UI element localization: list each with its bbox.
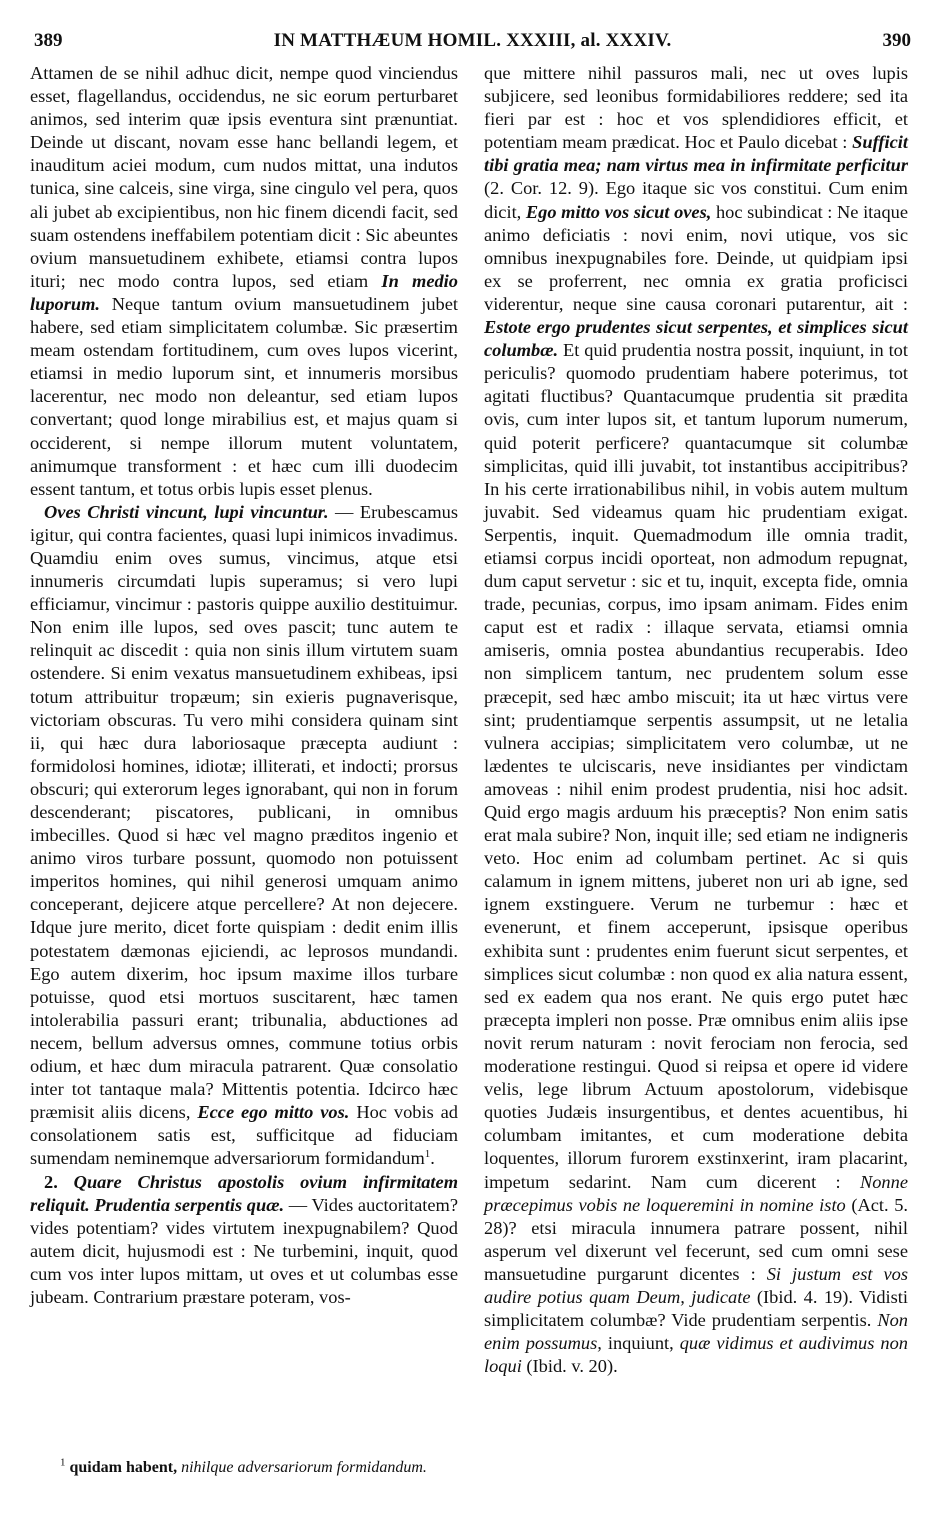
- scripture-reference: (Ibid. v. 20).: [526, 1356, 618, 1377]
- section-heading: Oves Christi vincunt, lupi vincuntur.: [44, 501, 329, 522]
- paragraph-text: Vidisti simplicitatem columbæ? Vide prudentiam serpentis.: [484, 1286, 909, 1331]
- footnote-marker: 1: [424, 1148, 431, 1161]
- page-number-left: 389: [34, 30, 63, 51]
- section-number: 2.: [44, 1171, 58, 1192]
- paragraph-text: Ego itaque sic vos constitui. Cum enim dicit,: [484, 178, 908, 222]
- scripture-reference: (2. Cor. 12. 9).: [484, 178, 599, 199]
- paragraph-text: Hoc vobis ad consolationem satis est, sufficitque ad fiduciam sumendam neminemque adversariorum formidandum: [30, 1102, 458, 1169]
- left-column: [30, 62, 458, 1309]
- paragraph-text: Attamen de se nihil adhuc dicit, nempe quod vinciendus esset, flagellandus, occidendus, ne sic eorum perturbaret animos, sed interim quæ ipsis eventura sint prænuntiat. Deinde ut discant, novam esse hanc bellandi legem, et inauditum aciei modum, cum nudos mittat, una indutos tunica, sine calceis, sine virga, sine cingulo vel pera, quos ali jubet ab excipientibus, non hic finem dicendi facit, sed suam ostendens ineffabilem potentiam dicit : Sic abeuntes ovium mansuetudinem exhibete, etiamsi contra lupos ituri; nec modo contra lupos, sed etiam: [30, 63, 458, 291]
- footnote-text: nihilque adversariorum formidandum.: [181, 1459, 427, 1476]
- section-heading: Quare Christus apostolis ovium infirmitatem reliquit. Prudentia serpentis quæ.: [30, 1171, 458, 1215]
- paragraph-text: inquiunt,: [607, 1333, 674, 1354]
- paragraph-text: — Vides auctoritatem? vides potentiam? vides virtutem inexpugnabilem? Quod autem dicit, hujusmodi est : Ne turbemini, inquit, quod cum vos inter lupos mittam, ut oves et ut columbas esse jubeam. Contrarium præstare poteram, vos-: [30, 1194, 458, 1307]
- paragraph: [30, 1171, 458, 1310]
- scripture-quote: In medio luporum.: [30, 270, 458, 314]
- scripture-reference: (Ibid. 4. 19).: [756, 1286, 853, 1307]
- scripture-quote: Ecce ego mitto vos.: [197, 1102, 350, 1123]
- paragraph: Oves Christi vincunt, lupi vincuntur. — Erubescamus igitur, qui contra facientes, quasi lupi inimicos invadimus. Quamdiu enim oves sumus, vincimus, atque etsi innumeris circumdati lupis superamus; si vero lupi efficiamur, vincimur : pastoris quippe auxilio destituimur. Non enim ille lupos, sed oves pascit; tunc autem te relinquit ac discedit : quia non sinis illum virtutem suam ostendere. Si enim vexatus mansuetudinem exhibeas, ipsi totum attribuitur tropæum; sin exieris pugnaverisque, victoriam obscuras. Tu vero mihi considera quinam sint ii, qui hæc dura laboriosaque præcepta audiunt : formidolosi homines, idiotæ; illiterati, et indocti; prorsus obscuri; qui exterorum leges ignorabant, qui non in forum descenderant; piscatores, publicani, in omnibus imbecilles. Quod si hæc vel magno præditos ingenio et animo viros turbare possunt, quomodo non potuissent imperitos homines, qui nihil generosi umquam animo conceperant, dejicere atque percellere? At non dejecere. Idque jure merito, dicet forte quispiam : dedit enim illis potestatem dæmonas ejiciendi, ac leprosos mundandi. Ego autem dixerim, hoc ipsum maxime illos turbare potuisse, quod etsi mortuos suscitarent, hæc tamen intolerabilia passuri erant; tribunalia, abductiones ad necem, bellum adversus omnes, commune totius orbis odium, et hæc dum miracula patrarent. Quæ consolatio inter tot tantaque mala? Mittentis potentia. Idcirco hæc præmisit aliis dicens, Ecce ego mitto vos. Hoc vobis ad consolationem satis est, sufficitque ad fiduciam sumendam neminemque adversariorum formidandum$^1$.: [30, 501, 458, 1169]
- scripture-quote: Non enim possumus,: [484, 1310, 908, 1354]
- paragraph-text: hoc subindicat : Ne itaque animo deficiatis : novi enim, novi utique, vos sic omnibus inexpugnabiles fore. Deinde, ut quidpiam ipsi ex se proferrent, nec omnia ex gratia proficisci viderentur, neque sine causa coronari putarentur, ait :: [484, 201, 908, 314]
- scripture-reference: (Act. 5. 28)?: [484, 1194, 908, 1238]
- paragraph-text: que mittere nihil passuros mali, nec ut oves lupis subjicere, sed leonibus formidabiliores reddere; sed ita fieri par est : hoc et vos splendidiores efficit, et potentiam meam prædicat. Hoc et Paulo dicebat :: [484, 63, 908, 153]
- scripture-quote: Sufficit tibi gratia mea; nam virtus mea in infirmitate perficitur: [484, 132, 908, 176]
- page-number-right: 390: [882, 30, 911, 51]
- paragraph: [30, 62, 458, 501]
- paragraph-text: — Erubescamus igitur, qui contra facientes, quasi lupi inimicos invadimus. Quamdiu enim oves sumus, vincimus, atque etsi innumeris circumdati lupis superamus; si vero lupi efficiamur, vincimur : pastoris quippe auxilio destituimur. Non enim ille lupos, sed oves pascit; tunc autem te relinquit ac discedit : quia non sinis illum virtutem suam ostendere. Si enim vexatus mansuetudinem exhibeas, ipsi totum attribuitur tropæum; sin exieris pugnaverisque, victoriam obscuras. Tu vero mihi considera quinam sint ii, qui hæc dura laboriosaque præcepta audiunt : formidolosi homines, idiotæ; illiterati, et indocti; prorsus obscuri; qui exterorum leges ignorabant, qui non in forum descenderant; piscatores, publicani, in omnibus imbecilles. Quod si hæc vel magno præditos ingenio et animo viros turbare possunt, quomodo non potuissent imperitos homines, qui nihil generosi umquam animo conceperant, dejicere atque percellere? At non dejecere. Idque jure merito, dicet forte quispiam : dedit enim illis potestatem dæmonas ejiciendi, ac leprosos mundandi. Ego autem dixerim, hoc ipsum maxime illos turbare potuisse, quod etsi mortuos suscitarent, hæc tamen intolerabilia passuri erant; tribunalia, abductiones ad necem, bellum adversus omnes, commune totius orbis odium, et hæc dum miracula patrarent. Quæ consolatio inter tot tantaque mala? Mittentis potentia. Idcirco hæc præmisit aliis dicens,: [30, 501, 458, 1123]
- footnote-marker: 1: [60, 1456, 66, 1469]
- paragraph-text: Neque tantum ovium mansuetudinem jubet habere, sed etiam simplicitatem columbæ. Sic præsertim meam ostendam fortitudinem, cum oves lupos vicerint, etiamsi in medio luporum sint, et innumeris morsibus lacerentur, nec modo non deleantur, sed etiam lupos convertant; quod longe mirabilius est, et majus quam si occiderent, si nempe illorum mutent voluntatem, animumque transforment : et hæc cum illi duodecim essent tantum, et totus orbis lupis esset plenus.: [30, 293, 459, 499]
- paragraph-text: Et quid prudentia nostra possit, inquiunt, in tot periculis? quomodo prudentiam habere poterimus, tot agitati fluctibus? Quantacumque prudentia sit prædita ovis, cum inter lupos sit, et tantum luporum numerum, quid poterit perficere? quantacumque sit columbæ simplicitas, quid illi juvabit, tot instantibus accipitribus? In his certe irrationabilibus nihil, in vobis autem multum juvabit. Sed videamus quam hic prudentiam exigat. Serpentis, inquit. Quemadmodum ille omnia tradit, etiamsi corpus incidi oporteat, non admodum repugnat, dum caput servetur : sic et tu, inquit, excepta fide, omnia trade, pecunias, corpus, imo ipsam animam. Fides enim caput est et radix : illaque servata, etiamsi omnia amiseris, omnia postea abundantius recuperabis. Ideo non simplicem tantum, nec prudentem solum esse præcepit, sed hæc ambo miscuit; ita ut hæc virtus vere sint; prudentiamque serpentis assumpsit, ut ne letalia vulnera accipias; simplicitatem vero columbæ, ut ne lædentes te ulciscaris, neve insidiantes per vindictam amoveas : nihil enim prodest prudentia, nisi hoc adsit. Quid ergo magis arduum his præceptis? Non enim satis erat mala subire? Non, inquit ille; sed etiam ne indigneris veto. Hoc enim ad columbam pertinet. Ac si quis calamum in ignem mittens, juberet non uri ab igne, sed ignem exstinguere. Verum ne turbemur : hæc et evenerunt, et finem acceperunt, ipsisque operibus exhibita sunt : prudentes enim fuerunt sicut serpentes, et simplices sicut columbæ : non quod ex alia natura essent, sed ex eadem qua nos erant. Ne quis ergo putet hæc præcepta impleri non posse. Præ omnibus enim aliis ipse novit rerum naturam : novit ferociam non ferocia, sed moderatione restingui. Quod si reipsa et opere id videre velis, lege librum Actuum apostolorum, videbisque quoties Judæis insurgentibus, et dentes acuentibus, hi columbam imitantes, et cum moderatione debita loquentes, illorum furorem exstinxerint, iram placarint, impetum sedarint. Nam cum dicerent :: [484, 340, 908, 1192]
- right-column: [484, 62, 908, 1378]
- scripture-quote: Ego mitto vos sicut oves,: [525, 201, 712, 222]
- paragraph-text: etsi miracula innumera patrare possent, nihil asperum vel dixerunt vel fecerunt, sed cum omni sese mansuetudine purgarunt dicentes :: [484, 1217, 908, 1284]
- scripture-quote: Si justum est vos audire potius quam Deum, judicate: [484, 1263, 909, 1307]
- running-header: [30, 30, 915, 52]
- scripture-quote: Nonne præcepimus vobis ne loqueremini in nomine isto: [484, 1171, 908, 1215]
- paragraph: [484, 62, 908, 1378]
- footnote-lead: quidam habent,: [69, 1459, 178, 1476]
- scripture-quote: quæ vidimus et audivimus non loqui: [484, 1333, 908, 1377]
- running-title: IN MATTHÆUM HOMIL. XXXIII, al. XXXIV.: [273, 30, 672, 51]
- scripture-quote: Estote ergo prudentes sicut serpentes, et simplices sicut columbæ.: [484, 317, 908, 361]
- footnote: [60, 1458, 427, 1478]
